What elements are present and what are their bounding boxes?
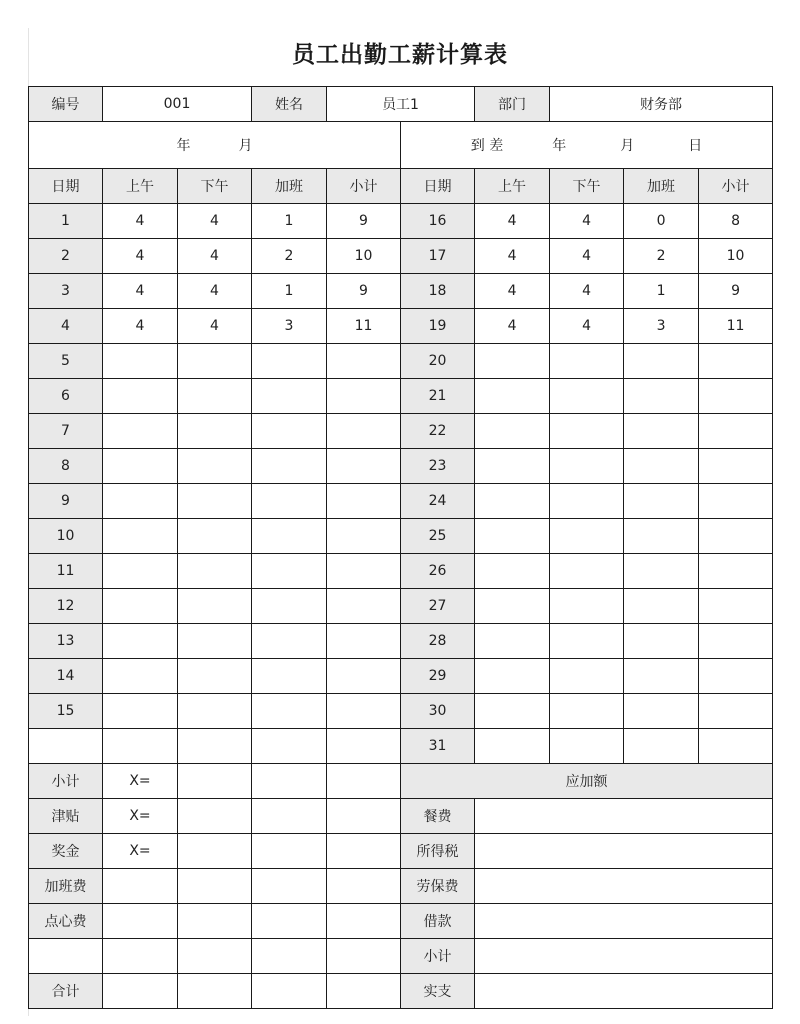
day-row <box>29 519 773 554</box>
day-date-right: 23 <box>401 449 475 484</box>
summary-row-subtotal <box>29 764 773 799</box>
overtime-pay-label: 加班费 <box>29 869 103 904</box>
day-date-left: 5 <box>29 344 103 379</box>
am-hours-right[interactable] <box>475 589 550 624</box>
subtotal-hours-left[interactable] <box>327 589 401 624</box>
pm-hours-right[interactable]: 4 <box>550 274 624 309</box>
day-date-left: 7 <box>29 414 103 449</box>
subtotal-hours-right[interactable] <box>699 659 773 694</box>
summary-cell[interactable] <box>327 834 401 869</box>
overtime-hours-right[interactable] <box>624 519 699 554</box>
summary-cell[interactable] <box>178 904 252 939</box>
summary-row-total <box>29 974 773 1009</box>
day-date-left: 12 <box>29 589 103 624</box>
day-date-left: 1 <box>29 204 103 239</box>
col-header-date-right: 日期 <box>401 169 475 204</box>
day-date-right: 27 <box>401 589 475 624</box>
overtime-hours-right[interactable] <box>624 589 699 624</box>
right-subtotal-value[interactable] <box>475 939 773 974</box>
summary-cell[interactable] <box>327 764 401 799</box>
subtotal-hours-right[interactable]: 11 <box>699 309 773 344</box>
summary-cell[interactable] <box>103 974 178 1009</box>
loan-value[interactable] <box>475 904 773 939</box>
day-row <box>29 309 773 344</box>
subtotal-hours-left[interactable] <box>327 519 401 554</box>
col-header-pm-right: 下午 <box>550 169 624 204</box>
day-row <box>29 274 773 309</box>
pm-hours-right[interactable] <box>550 589 624 624</box>
overtime-hours-right[interactable] <box>624 379 699 414</box>
day-date-left: 13 <box>29 624 103 659</box>
summary-cell[interactable] <box>327 939 401 974</box>
day-date-left: 8 <box>29 449 103 484</box>
subtotal-formula[interactable]: X= <box>103 764 178 799</box>
pm-hours-right[interactable] <box>550 694 624 729</box>
overtime-hours-right[interactable] <box>624 554 699 589</box>
pm-hours-right[interactable] <box>550 659 624 694</box>
summary-cell[interactable] <box>178 939 252 974</box>
period-right-year: 年 <box>552 138 567 154</box>
overtime-hours-left[interactable]: 2 <box>252 239 327 274</box>
day-row <box>29 239 773 274</box>
summary-cell[interactable] <box>103 869 178 904</box>
overtime-hours-left[interactable] <box>252 414 327 449</box>
pm-hours-left[interactable] <box>178 729 252 764</box>
loan-label: 借款 <box>401 904 475 939</box>
am-hours-right[interactable] <box>475 694 550 729</box>
meal-label: 餐费 <box>401 799 475 834</box>
day-date-right: 17 <box>401 239 475 274</box>
overtime-hours-left[interactable] <box>252 379 327 414</box>
total-label: 合计 <box>29 974 103 1009</box>
summary-cell[interactable] <box>327 974 401 1009</box>
insurance-value[interactable] <box>475 869 773 904</box>
overtime-hours-right[interactable]: 0 <box>624 204 699 239</box>
overtime-hours-right[interactable] <box>624 414 699 449</box>
pm-hours-right[interactable]: 4 <box>550 309 624 344</box>
overtime-hours-right[interactable] <box>624 449 699 484</box>
subtotal-hours-right[interactable]: 10 <box>699 239 773 274</box>
am-hours-right[interactable]: 4 <box>475 274 550 309</box>
am-hours-right[interactable]: 4 <box>475 239 550 274</box>
subtotal-hours-left[interactable] <box>327 414 401 449</box>
col-header-am-right: 上午 <box>475 169 550 204</box>
overtime-hours-right[interactable] <box>624 344 699 379</box>
summary-row-snack-fee <box>29 904 773 939</box>
am-hours-right[interactable]: 4 <box>475 309 550 344</box>
day-date-left: 2 <box>29 239 103 274</box>
col-header-pm-left: 下午 <box>178 169 252 204</box>
period-right[interactable] <box>401 122 773 169</box>
am-hours-left[interactable]: 4 <box>103 204 178 239</box>
day-row <box>29 344 773 379</box>
day-date-right: 25 <box>401 519 475 554</box>
day-date-right: 30 <box>401 694 475 729</box>
am-hours-left[interactable] <box>103 589 178 624</box>
am-hours-left[interactable]: 4 <box>103 274 178 309</box>
period-left-year: 年 <box>176 138 191 154</box>
overtime-hours-right[interactable] <box>624 694 699 729</box>
dept-value[interactable]: 财务部 <box>550 87 773 122</box>
am-hours-left[interactable] <box>103 449 178 484</box>
overtime-hours-left[interactable] <box>252 484 327 519</box>
day-date-right: 26 <box>401 554 475 589</box>
day-date-right: 24 <box>401 484 475 519</box>
am-hours-right[interactable] <box>475 659 550 694</box>
overtime-hours-left[interactable] <box>252 344 327 379</box>
summary-cell[interactable] <box>29 939 103 974</box>
day-row <box>29 204 773 239</box>
day-date-left: 9 <box>29 484 103 519</box>
tax-value[interactable] <box>475 834 773 869</box>
subtotal-hours-left[interactable]: 11 <box>327 309 401 344</box>
pm-hours-right[interactable] <box>550 484 624 519</box>
summary-cell[interactable] <box>252 939 327 974</box>
day-row <box>29 624 773 659</box>
subtotal-hours-right[interactable] <box>699 519 773 554</box>
day-row <box>29 449 773 484</box>
day-date-right: 18 <box>401 274 475 309</box>
pm-hours-left[interactable]: 4 <box>178 239 252 274</box>
overtime-hours-left[interactable] <box>252 624 327 659</box>
dept-label: 部门 <box>475 87 550 122</box>
insurance-label: 劳保费 <box>401 869 475 904</box>
overtime-hours-left[interactable]: 1 <box>252 204 327 239</box>
subtotal-hours-left[interactable] <box>327 379 401 414</box>
col-header-date-left: 日期 <box>29 169 103 204</box>
overtime-hours-right[interactable] <box>624 484 699 519</box>
net-pay-value[interactable] <box>475 974 773 1009</box>
col-header-overtime-left: 加班 <box>252 169 327 204</box>
pm-hours-right[interactable] <box>550 449 624 484</box>
pm-hours-right[interactable] <box>550 624 624 659</box>
name-value[interactable]: 员工1 <box>327 87 475 122</box>
subtotal-hours-left[interactable] <box>327 624 401 659</box>
day-date-left: 14 <box>29 659 103 694</box>
day-row <box>29 414 773 449</box>
overtime-hours-left[interactable] <box>252 659 327 694</box>
subtotal-hours-right[interactable]: 8 <box>699 204 773 239</box>
am-hours-left[interactable] <box>103 624 178 659</box>
am-hours-left[interactable] <box>103 484 178 519</box>
pm-hours-right[interactable] <box>550 344 624 379</box>
summary-cell[interactable] <box>252 799 327 834</box>
summary-cell[interactable] <box>178 799 252 834</box>
day-date-right: 28 <box>401 624 475 659</box>
subtotal-hours-left[interactable] <box>327 659 401 694</box>
subtotal-hours-right[interactable] <box>699 729 773 764</box>
period-right-day: 日 <box>688 138 703 154</box>
allowance-label: 津贴 <box>29 799 103 834</box>
column-header-row <box>29 169 773 204</box>
am-hours-right[interactable] <box>475 344 550 379</box>
summary-row-allowance <box>29 799 773 834</box>
summary-cell[interactable] <box>327 904 401 939</box>
day-date-right: 22 <box>401 414 475 449</box>
overtime-hours-right[interactable] <box>624 659 699 694</box>
am-hours-right[interactable] <box>475 519 550 554</box>
summary-cell[interactable] <box>252 869 327 904</box>
pm-hours-left[interactable] <box>178 379 252 414</box>
col-header-subtotal-left: 小计 <box>327 169 401 204</box>
pm-hours-left[interactable]: 4 <box>178 204 252 239</box>
am-hours-left[interactable] <box>103 659 178 694</box>
subtotal-hours-left[interactable] <box>327 554 401 589</box>
subtotal-hours-left[interactable] <box>327 729 401 764</box>
pm-hours-left[interactable] <box>178 484 252 519</box>
overtime-hours-left[interactable] <box>252 729 327 764</box>
day-date-left: 3 <box>29 274 103 309</box>
summary-cell[interactable] <box>327 799 401 834</box>
summary-cell[interactable] <box>178 869 252 904</box>
meal-value[interactable] <box>475 799 773 834</box>
pm-hours-left[interactable] <box>178 519 252 554</box>
subtotal-hours-right[interactable] <box>699 449 773 484</box>
net-pay-label: 实支 <box>401 974 475 1009</box>
period-right-to: 到 差 <box>470 138 504 154</box>
am-hours-right[interactable] <box>475 554 550 589</box>
day-row <box>29 379 773 414</box>
am-hours-right[interactable] <box>475 449 550 484</box>
overtime-hours-left[interactable] <box>252 694 327 729</box>
bonus-formula[interactable]: X= <box>103 834 178 869</box>
tax-label: 所得税 <box>401 834 475 869</box>
pm-hours-left[interactable] <box>178 624 252 659</box>
day-row <box>29 729 773 764</box>
pm-hours-left[interactable] <box>178 344 252 379</box>
pm-hours-left[interactable] <box>178 554 252 589</box>
day-row <box>29 554 773 589</box>
pm-hours-right[interactable] <box>550 379 624 414</box>
summary-cell[interactable] <box>103 904 178 939</box>
am-hours-right[interactable] <box>475 484 550 519</box>
subtotal-hours-right[interactable] <box>699 484 773 519</box>
summary-cell[interactable] <box>252 764 327 799</box>
period-left-month: 月 <box>238 138 253 154</box>
day-date-right: 29 <box>401 659 475 694</box>
pm-hours-right[interactable] <box>550 519 624 554</box>
summary-cell[interactable] <box>252 974 327 1009</box>
am-hours-right[interactable] <box>475 414 550 449</box>
id-value[interactable]: 001 <box>103 87 252 122</box>
summary-row-bonus <box>29 834 773 869</box>
id-label: 编号 <box>29 87 103 122</box>
am-hours-right[interactable]: 4 <box>475 204 550 239</box>
am-hours-left[interactable] <box>103 694 178 729</box>
subtotal-hours-left[interactable]: 9 <box>327 274 401 309</box>
bonus-label: 奖金 <box>29 834 103 869</box>
summary-cell[interactable] <box>252 904 327 939</box>
subtotal-hours-left[interactable] <box>327 449 401 484</box>
col-header-am-left: 上午 <box>103 169 178 204</box>
day-date-right: 16 <box>401 204 475 239</box>
allowance-formula[interactable]: X= <box>103 799 178 834</box>
snack-fee-label: 点心费 <box>29 904 103 939</box>
summary-cell[interactable] <box>178 834 252 869</box>
subtotal-hours-right[interactable] <box>699 694 773 729</box>
period-left[interactable] <box>29 122 401 169</box>
subtotal-hours-right[interactable] <box>699 414 773 449</box>
day-date-right: 31 <box>401 729 475 764</box>
period-row <box>29 122 773 169</box>
overtime-hours-right[interactable]: 2 <box>624 239 699 274</box>
day-date-right: 21 <box>401 379 475 414</box>
day-row <box>29 694 773 729</box>
summary-row-overtime-pay <box>29 869 773 904</box>
subtotal-hours-left[interactable] <box>327 344 401 379</box>
overtime-hours-left[interactable] <box>252 519 327 554</box>
subtotal-hours-right[interactable] <box>699 589 773 624</box>
am-hours-right[interactable] <box>475 379 550 414</box>
col-header-subtotal-right: 小计 <box>699 169 773 204</box>
col-header-overtime-right: 加班 <box>624 169 699 204</box>
subtotal-hours-right[interactable] <box>699 624 773 659</box>
subtotal-hours-right[interactable] <box>699 344 773 379</box>
pm-hours-right[interactable] <box>550 414 624 449</box>
name-label: 姓名 <box>252 87 327 122</box>
day-row <box>29 659 773 694</box>
pm-hours-right[interactable] <box>550 729 624 764</box>
am-hours-left[interactable] <box>103 414 178 449</box>
day-date-left: 6 <box>29 379 103 414</box>
pm-hours-left[interactable]: 4 <box>178 309 252 344</box>
day-date-left: 15 <box>29 694 103 729</box>
summary-cell[interactable] <box>252 834 327 869</box>
pm-hours-left[interactable] <box>178 414 252 449</box>
right-subtotal-label: 小计 <box>401 939 475 974</box>
pm-hours-right[interactable]: 4 <box>550 239 624 274</box>
overtime-hours-left[interactable]: 1 <box>252 274 327 309</box>
subtotal-hours-left[interactable]: 10 <box>327 239 401 274</box>
summary-cell[interactable] <box>103 939 178 974</box>
pm-hours-right[interactable]: 4 <box>550 204 624 239</box>
am-hours-left[interactable] <box>103 554 178 589</box>
day-date-left: 4 <box>29 309 103 344</box>
am-hours-left[interactable] <box>103 344 178 379</box>
overtime-hours-left[interactable] <box>252 449 327 484</box>
overtime-hours-right[interactable]: 3 <box>624 309 699 344</box>
period-right-month: 月 <box>620 138 635 154</box>
day-date-left: 10 <box>29 519 103 554</box>
am-hours-left[interactable] <box>103 379 178 414</box>
am-hours-left[interactable]: 4 <box>103 239 178 274</box>
am-hours-right[interactable] <box>475 729 550 764</box>
day-date-right: 20 <box>401 344 475 379</box>
pm-hours-left[interactable] <box>178 659 252 694</box>
subtotal-hours-left[interactable] <box>327 484 401 519</box>
overtime-hours-right[interactable] <box>624 624 699 659</box>
day-date-left: 11 <box>29 554 103 589</box>
attendance-table <box>28 86 773 1009</box>
pm-hours-left[interactable] <box>178 694 252 729</box>
overtime-hours-left[interactable]: 3 <box>252 309 327 344</box>
pm-hours-left[interactable] <box>178 589 252 624</box>
overtime-hours-right[interactable]: 1 <box>624 274 699 309</box>
overtime-hours-left[interactable] <box>252 554 327 589</box>
subtotal-hours-right[interactable] <box>699 379 773 414</box>
info-row <box>29 87 773 122</box>
subtotal-hours-left[interactable] <box>327 694 401 729</box>
summary-cell[interactable] <box>178 974 252 1009</box>
am-hours-left[interactable]: 4 <box>103 309 178 344</box>
pm-hours-left[interactable]: 4 <box>178 274 252 309</box>
subtotal-label: 小计 <box>29 764 103 799</box>
pm-hours-left[interactable] <box>178 449 252 484</box>
page-title: 员工出勤工薪计算表 <box>292 42 508 68</box>
payable-label: 应加额 <box>401 764 773 799</box>
am-hours-left[interactable] <box>103 729 178 764</box>
subtotal-hours-right[interactable]: 9 <box>699 274 773 309</box>
overtime-hours-right[interactable] <box>624 729 699 764</box>
day-row <box>29 589 773 624</box>
day-row <box>29 484 773 519</box>
overtime-hours-left[interactable] <box>252 589 327 624</box>
day-date-right: 19 <box>401 309 475 344</box>
am-hours-left[interactable] <box>103 519 178 554</box>
day-date-left <box>29 729 103 764</box>
subtotal-hours-right[interactable] <box>699 554 773 589</box>
summary-cell[interactable] <box>327 869 401 904</box>
summary-cell[interactable] <box>178 764 252 799</box>
pm-hours-right[interactable] <box>550 554 624 589</box>
am-hours-right[interactable] <box>475 624 550 659</box>
summary-row-blank <box>29 939 773 974</box>
subtotal-hours-left[interactable]: 9 <box>327 204 401 239</box>
